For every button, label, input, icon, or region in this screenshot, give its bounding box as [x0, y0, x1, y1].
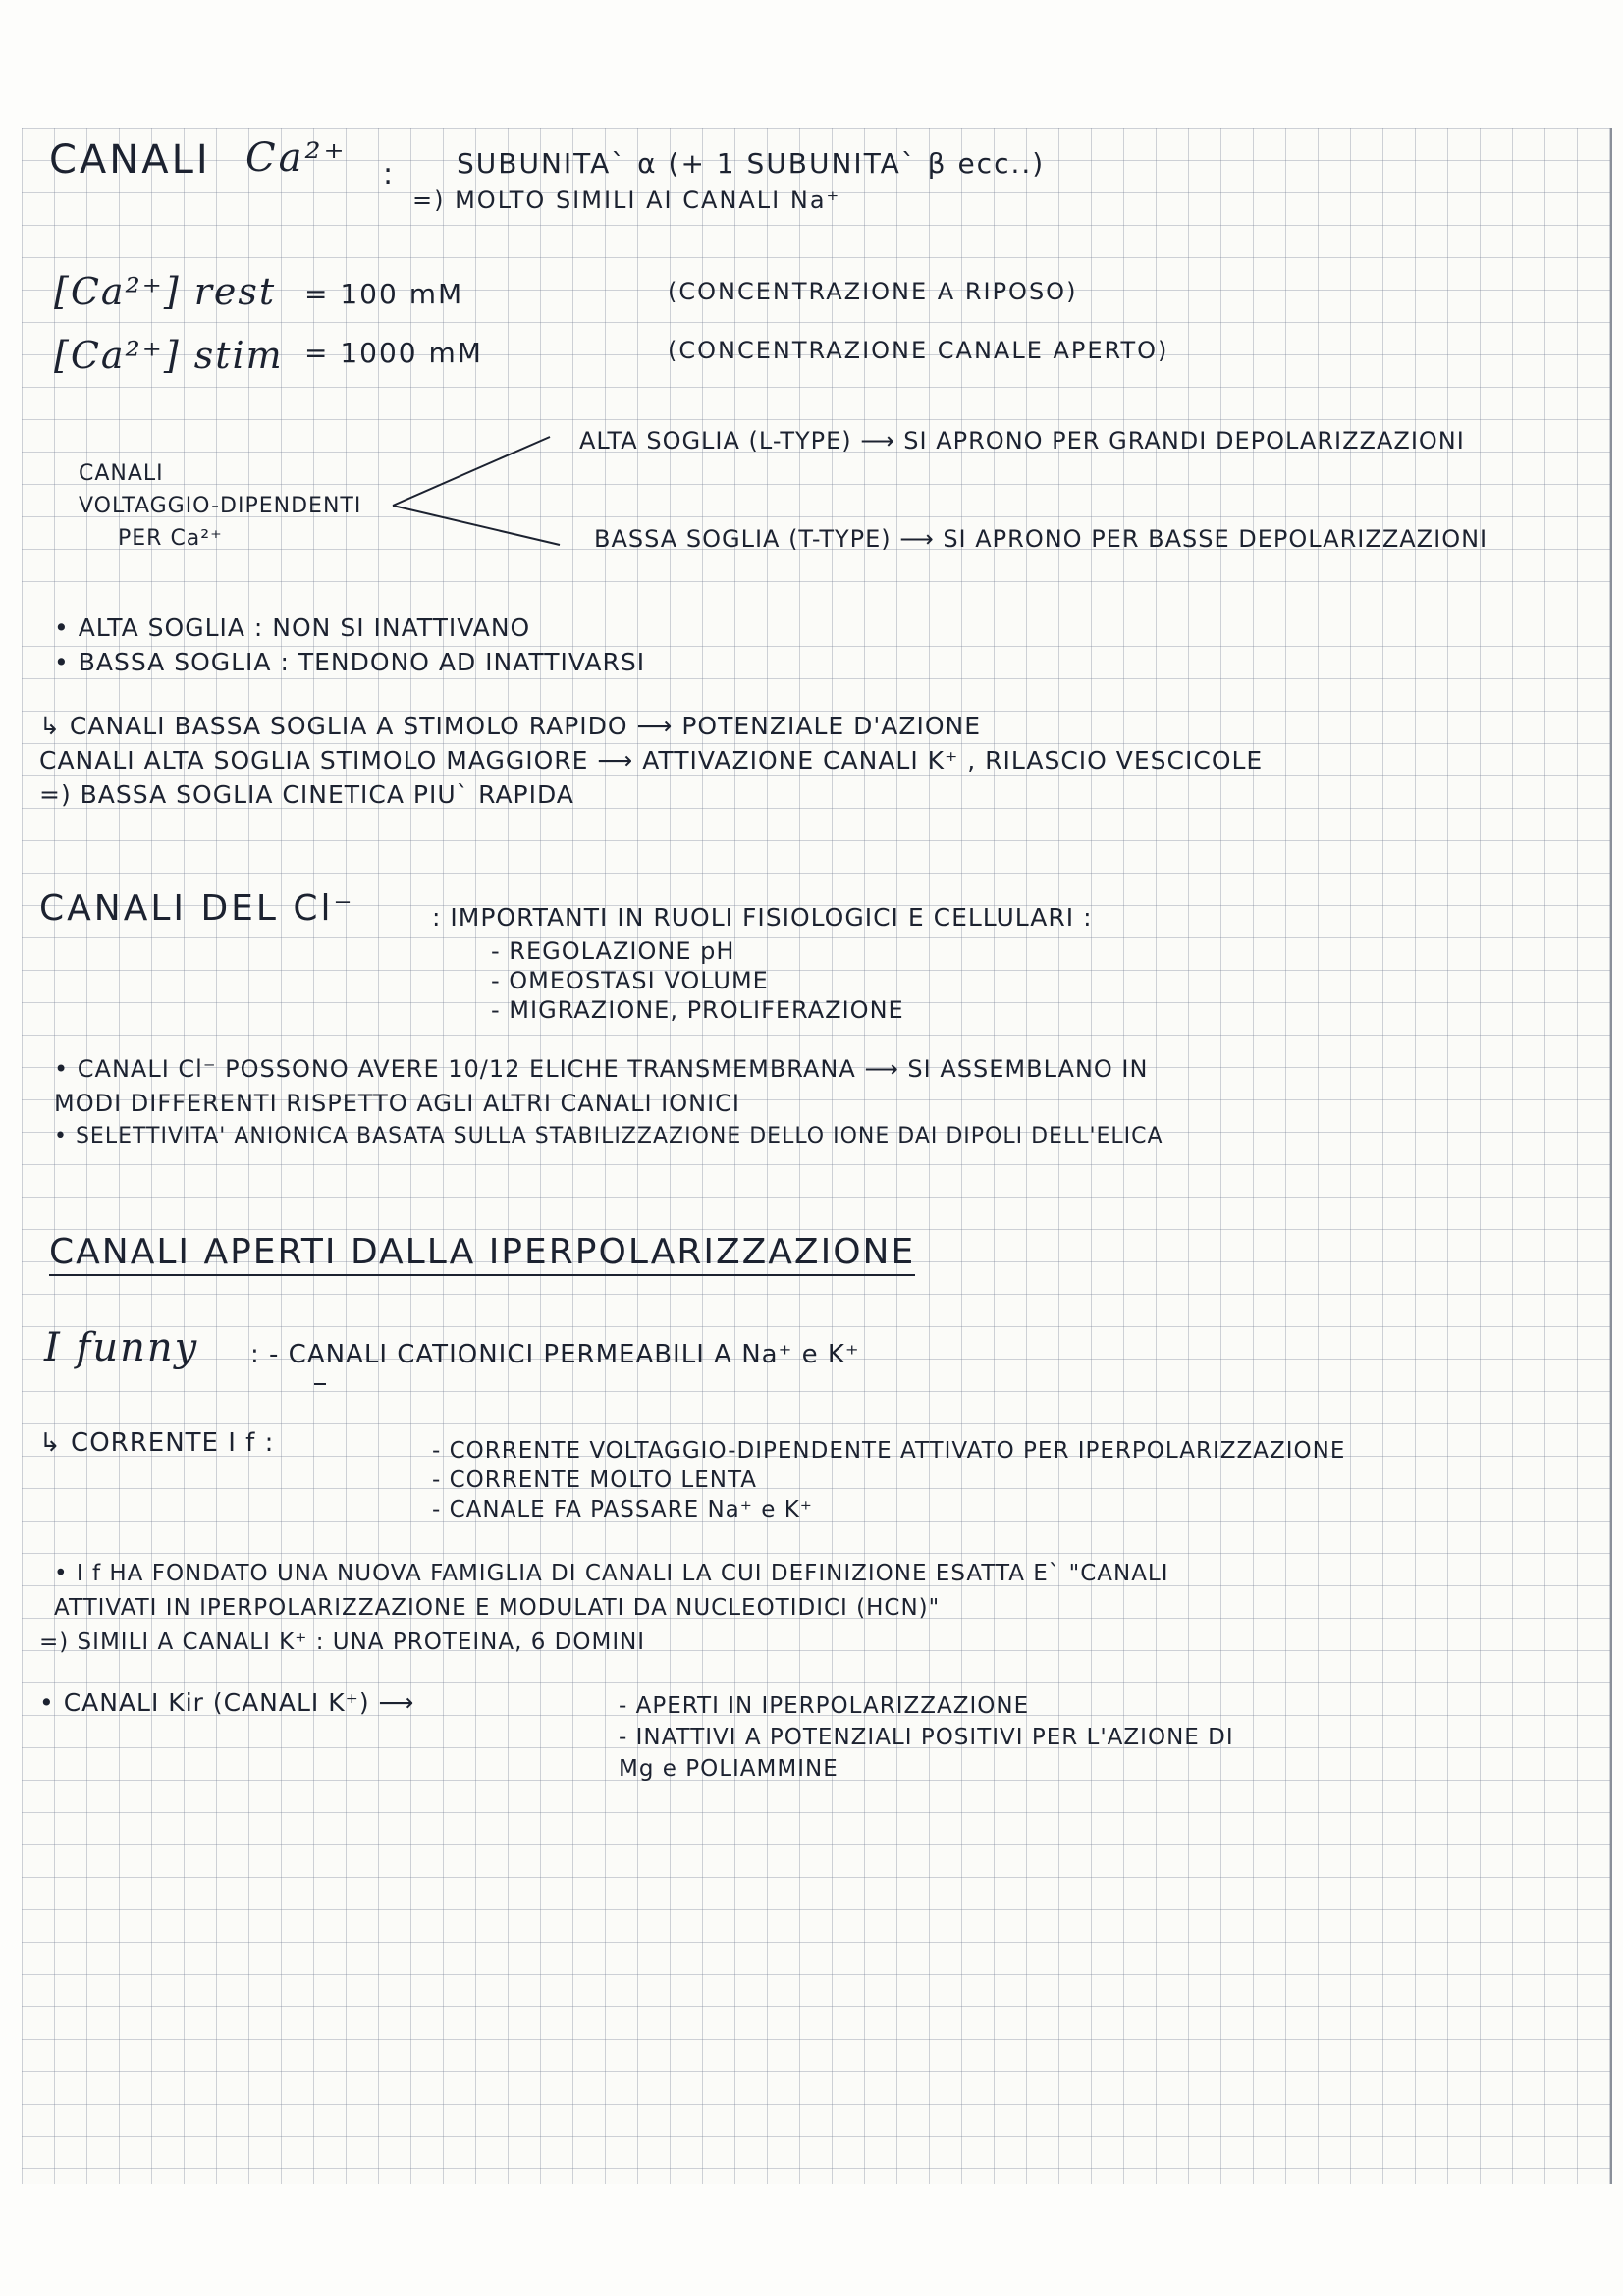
cl-item-migration: - MIGRAZIONE, PROLIFERAZIONE — [491, 996, 904, 1024]
ca-note-high: • ALTA SOGLIA : NON SI INATTIVANO — [54, 614, 531, 642]
kir-item-open: - APERTI IN IPERPOLARIZZAZIONE — [619, 1693, 1030, 1719]
ifunny-label: I funny — [44, 1325, 199, 1370]
ca-similar-line: =) MOLTO SIMILI AI CANALI Na⁺ — [412, 187, 841, 214]
cl-note-selectivity: • SELETTIVITA' ANIONICA BASATA SULLA STABILIZZAZIONE DELLO IONE DAI DIPOLI DELL'ELICA — [54, 1124, 1163, 1148]
cl-title: CANALI DEL Cl⁻ — [39, 888, 355, 929]
hyper-title: CANALI APERTI DALLA IPERPOLARIZZAZIONE — [49, 1232, 915, 1276]
kir-item-mg: Mg e POLIAMMINE — [619, 1756, 839, 1782]
vdep-label-2: VOLTAGGIO-DIPENDENTI — [79, 494, 362, 518]
kir-label: • CANALI Kir (CANALI K⁺) ⟶ — [39, 1688, 415, 1717]
ca-stim-label: [Ca²⁺] stim — [54, 334, 284, 377]
ca-rest-value: = 100 mM — [304, 278, 464, 310]
vdep-label-1: CANALI — [79, 461, 164, 486]
if-note-family: • I f HA FONDATO UNA NUOVA FAMIGLIA DI CANALI LA CUI DEFINIZIONE ESATTA E` "CANALI — [54, 1561, 1169, 1586]
ca-note-kinetics: =) BASSA SOGLIA CINETICA PIU` RAPIDA — [39, 780, 574, 809]
ca-subunit-line: SUBUNITA` α (+ 1 SUBUNITA` β ecc..) — [457, 147, 1046, 180]
ca-ion: Ca²⁺ — [245, 135, 348, 181]
branch-line-upper — [393, 437, 550, 506]
ca-rest-note: (CONCENTRAZIONE A RIPOSO) — [668, 278, 1078, 305]
if-note-similar: =) SIMILI A CANALI K⁺ : UNA PROTEINA, 6 DOMINI — [39, 1629, 646, 1655]
vdep-label-3: PER Ca²⁺ — [118, 526, 223, 551]
ca-note-low-channels: ↳ CANALI BASSA SOGLIA A STIMOLO RAPIDO ⟶ POTENZIALE D'AZIONE — [39, 712, 982, 740]
if-note-hcn: ATTIVATI IN IPERPOLARIZZAZIONE E MODULATI DA NUCLEOTIDICI (HCN)" — [54, 1595, 941, 1621]
vdep-low-threshold: BASSA SOGLIA (T-TYPE) ⟶ SI APRONO PER BASSE DEPOLARIZZAZIONI — [594, 525, 1488, 553]
ca-stim-note: (CONCENTRAZIONE CANALE APERTO) — [668, 337, 1169, 364]
cl-item-ph: - REGOLAZIONE pH — [491, 937, 735, 965]
ca-rest-label: [Ca²⁺] rest — [54, 270, 277, 313]
ifunny-text: : - CANALI CATIONICI PERMEABILI A Na⁺ e K⁺ — [250, 1340, 860, 1369]
ca-note-low: • BASSA SOGLIA : TENDONO AD INATTIVARSI — [54, 648, 646, 676]
vdep-high-threshold: ALTA SOGLIA (L-TYPE) ⟶ SI APRONO PER GRANDI DEPOLARIZZAZIONI — [579, 427, 1465, 454]
corrente-label: ↳ CORRENTE I f : — [39, 1428, 275, 1458]
cl-item-volume: - OMEOSTASI VOLUME — [491, 967, 769, 994]
cl-note-assembly: MODI DIFFERENTI RISPETTO AGLI ALTRI CANALI IONICI — [54, 1090, 740, 1117]
ca-note-high-channels: CANALI ALTA SOGLIA STIMOLO MAGGIORE ⟶ ATTIVAZIONE CANALI K⁺ , RILASCIO VESCICOLE — [39, 746, 1264, 774]
ca-colon: : — [383, 157, 396, 191]
corrente-item-passage: - CANALE FA PASSARE Na⁺ e K⁺ — [432, 1497, 813, 1522]
ca-stim-value: = 1000 mM — [304, 337, 483, 369]
cl-intro: : IMPORTANTI IN RUOLI FISIOLOGICI E CELLULARI : — [432, 903, 1093, 932]
ca-title: CANALI — [49, 137, 211, 183]
corrente-item-voltage: - CORRENTE VOLTAGGIO-DIPENDENTE ATTIVATO PER IPERPOLARIZZAZIONE — [432, 1438, 1346, 1464]
kir-item-inactive: - INATTIVI A POTENZIALI POSITIVI PER L'AZIONE DI — [619, 1725, 1234, 1750]
corrente-item-slow: - CORRENTE MOLTO LENTA — [432, 1468, 757, 1493]
cl-note-helices: • CANALI Cl⁻ POSSONO AVERE 10/12 ELICHE TRANSMEMBRANA ⟶ SI ASSEMBLANO IN — [54, 1055, 1149, 1083]
branch-line-lower — [393, 506, 560, 545]
